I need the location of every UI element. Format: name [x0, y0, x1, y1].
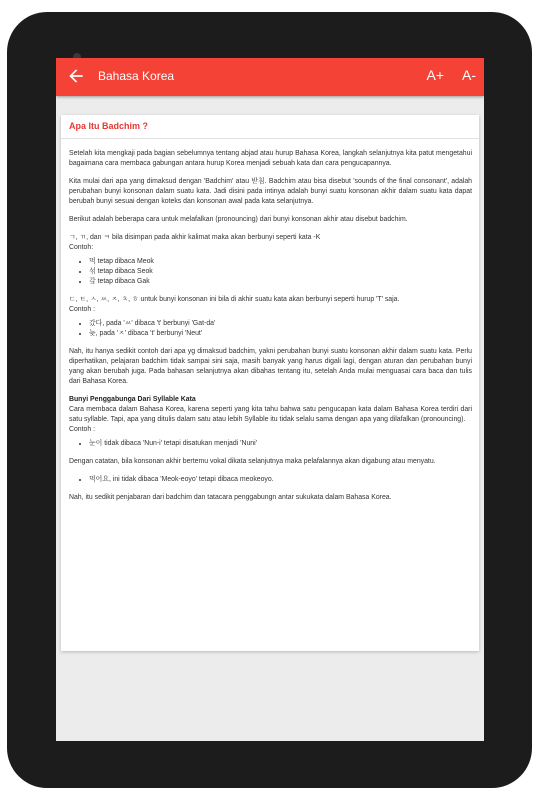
- section-heading: Bunyi Penggabunga Dari Syllable Kata: [69, 396, 196, 403]
- article-card: [61, 115, 479, 651]
- list-item: • 먹어요, ini tidak dibaca 'Meok-eoyo' tetapi dibaca meokeoyo.: [89, 475, 472, 485]
- paragraph: ㄷ, ㅌ, ㅅ, ㅆ, ㅈ, ㅊ, ㅎ untuk bunyi konsonan ini bila di akhir suatu kata akan berbunyi seperti hurup 'T' saja.: [69, 296, 400, 303]
- font-decrease-button[interactable]: A-: [462, 67, 476, 83]
- paragraph: Nah, itu hanya sedikit contoh dari apa yg dimaksud badchim, yakni perubahan bunyi suatu konsonan akhir dalam suatu kata. Perlu diperhatikan, pelajaran badchim tidak sampai sini saja, masih banyak yang harus digali lagi, dengan aturan dan perubahan bunyi yang akan berubah juga. Pada bahasan selanjutnya akan dibahas tentang itu, setelah Anda mulai menguasai cara baca dan tulis dari Bahasa Korea.: [69, 348, 472, 385]
- article-title: Apa Itu Badchim ?: [69, 121, 149, 131]
- example-list: [69, 257, 472, 287]
- example-label: Contoh :: [69, 306, 96, 313]
- divider: [61, 138, 479, 139]
- paragraph: Nah, itu sedikit penjabaran dari badchim dan tatacara penggabungn antar sukukata dalam Bahasa Korea.: [69, 494, 392, 501]
- example-list: [69, 319, 472, 339]
- paragraph: Cara membaca dalam Bahasa Korea, karena seperti yang kita tahu bahwa satu pengucapan kata dalam Bahasa Korea terdiri dari satu syllable. Tapi, apa yang ditulis dalam satu atau lebih Syllable itu tidak selalu sama dengan apa yang dilafalkan (pronouncing).: [69, 406, 472, 423]
- paragraph: Dengan catatan, bila konsonan akhir bertemu vokal dikata selanjutnya maka pelafalannya akan digabung atau menyatu.: [69, 458, 436, 465]
- example-label: Contoh:: [69, 244, 94, 251]
- list-item: • 갘 tetap dibaca Gak: [89, 277, 472, 287]
- example-list: [69, 475, 472, 485]
- paragraph: ㄱ, ㄲ, dan ㅋ bila disimpan pada akhir kalimat maka akan berbunyi seperti kata -K: [69, 234, 321, 241]
- list-item: • 섞 tetap dibaca Seok: [89, 267, 472, 277]
- arrow-back-icon[interactable]: [66, 66, 86, 86]
- article-body: [69, 149, 472, 511]
- font-increase-button[interactable]: A+: [426, 67, 444, 83]
- paragraph: Setelah kita mengkaji pada bagian sebelumnya tentang abjad atau hurup Bahasa Korea, langkah selanjutnya kita patut mengetahui bagaimana cara membaca gabungan antara hurup Korea menjadi sebuah kata dan cara pengucapannya.: [69, 150, 472, 167]
- list-item: • 갔다, pada 'ㅆ' dibaca 't' berbunyi 'Gat-da': [89, 319, 472, 329]
- example-list: [69, 439, 472, 449]
- list-item: • 늦, pada 'ㅈ' dibaca 't' berbunyi 'Neut': [89, 329, 472, 339]
- paragraph: Kita mulai dari apa yang dimaksud dengan 'Badchim' atau 받침. Badchim atau bisa disebut 'sounds of the final consonant', adalah perubahan bunyi konsonan dalam suatu kata. Jadi disini pada intinya adalah bunyi suatu konsonan akhir dalam suatu kata dapat berubah bunyi sesuai dengan koteks dan konsonan awal pada kata selanjutnya.: [69, 178, 472, 205]
- paragraph: Berikut adalah beberapa cara untuk melafalkan (pronouncing) dari bunyi konsonan akhir atau disebut badchim.: [69, 216, 408, 223]
- list-item: • 눈이 tidak dibaca 'Nun-i' tetapi disatukan menjadi 'Nuni': [89, 439, 472, 449]
- app-bar: [56, 58, 484, 96]
- list-item: • 먹 tetap dibaca Meok: [89, 257, 472, 267]
- example-label: Contoh :: [69, 426, 96, 433]
- app-title: Bahasa Korea: [98, 69, 175, 83]
- app-screen: [56, 58, 484, 741]
